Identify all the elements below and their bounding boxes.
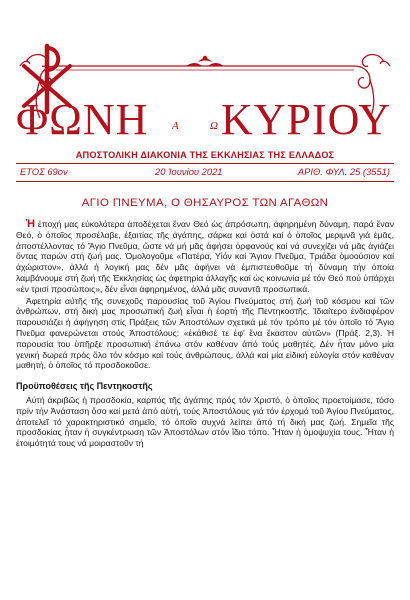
alpha-letter: Α xyxy=(172,120,179,132)
dropcap: Ἡ xyxy=(26,218,36,230)
masthead-subtitle: ΑΠΟΣΤΟΛΙΚΗ ΔΙΑΚΟΝΙΑ ΤΗΣ ΕΚΚΛΗΣΙΑΣ ΤΗΣ ΕΛΛΑΔΟΣ xyxy=(75,150,335,160)
issue-date: 20 Ἰουνίου 2021 xyxy=(155,166,223,177)
section-heading: Προϋποθέσεις τῆς Πεντηκοστῆς xyxy=(16,381,153,392)
article-body xyxy=(16,219,394,449)
issue-year: ΕΤΟΣ 69ον xyxy=(20,166,68,177)
article-paragraph-3: Αὐτή ἀκριβῶς ἡ προσδοκία, καρπός τῆς ἀγάπης πρός τόν Χριστό, ὁ ὁποῖος προετοίμασε, τόσο πρίν τήν Ἀνάσταση ὅσο καί μετά ἀπό αὐτή, τούς Ἀποστόλους γιά τόν ἐρχομό τοῦ Ἁγίου Πνεύματος, ἀποτελεῖ τό χαρακτηριστικό σημεῖο, τό ὁποῖο συχνά λείπει ἀπό τή δική μας ζωή. Σημεῖα τῆς προσδοκίας ἦταν ἡ συγκέντρωση τῶν Ἀποστόλων στόν ἴδιο τόπο. Ἦταν ἡ ὁμοψυχία τους. Ἦταν ἡ ἑτοιμότητά τους νά μοιραστοῦν τή xyxy=(16,394,394,449)
issue-info-bar xyxy=(16,163,394,182)
issue-number: ΑΡΙΘ. ΦΥΛ. 25 (3551) xyxy=(297,166,390,177)
paragraph-1-text: ἐποχή μας εὐκολότερα ἀποδέχεται ἕναν Θεό ὡς ἀπρόσωπη, ἀφηρημένη δύναμη, παρά ἕναν Θεό, ὁ ὁποῖος προσέλαβε, ἐξαιτίας τῆς ἀγάπης, σάρκα καί ὀστά καί ὁ ὁποῖος μεριμνᾶ γιά ἐμᾶς, ἀποστέλλοντας τό Ἅγιο Πνεῦμα, ὥστε νά μή μᾶς ἀφήσει ὀρφανούς καί νά συνεχίζει νά μᾶς ἁγιάζει ὄντας παρών στή ζωή μας. Ὁμολογοῦμε «Πατέρα, Υἱόν καί Ἅγιον Πνεῦμα, Τριάδα ὁμοούσιον καί ἀχώριστον», ἀλλά ἡ λογική μας δέν μᾶς ἀφήνει νά ἐμπιστευθοῦμε τή δύναμη τήν ὁποία λαμβάνουμε στή ζωή τῆς Ἐκκλησίας ὡς ἀφετηρία ἀλλαγῆς καί ὡς κοινωνία μέ τόν Θεό πού ὑπάρχει «ἐν τρισί προσώποις», δέν εἶναι ἀφηρημένος, ἀλλά μᾶς συναντᾶ προσωπικά. xyxy=(16,219,394,294)
masthead xyxy=(16,40,394,168)
masthead-title-left: ΦΩΝΗ xyxy=(16,95,149,144)
article-paragraph-2: Ἀφετηρία αὐτῆς τῆς συνεχοῦς παρουσίας τοῦ Ἁγίου Πνεύματος στή ζωή τοῦ κόσμου καί τῶν ἀνθρώπων, στή δική μας προσωπική ζωή εἶναι ἡ ἑορτή τῆς Πεντηκοστῆς. Ἰδιαίτερο ἐνδιαφέρον παρουσιάζει ἡ ἀφήγηση στίς Πράξεις τῶν Ἀποστόλων σχετικά μέ τόν τρόπο μέ τόν ὁποῖο τό Ἅγιο Πνεῦμα φανερώνεται στούς Ἀποστόλους: «ἐκάθισέ τε ἐφ' ἕνα ἕκαστον αὐτῶν» (Πράξ. 2,3). Ἡ παρουσία του ὑπῆρξε προσωπική ἐπάνω στόν καθέναν ἀπό τούς μαθητές. Δέν ἦταν μόνο μία γενική δωρεά πρός ὅλο τόν κόσμο καί τούς ἀνθρώπους, ἀλλά καί μία εἰδική εὐλογία στόν καθέναν μαθητή, ὁ ὁποῖος τό προσδοκοῦσε. xyxy=(16,295,394,371)
chi-rho-icon xyxy=(16,40,78,116)
omega-letter: Ω xyxy=(210,120,218,132)
masthead-title-right: ΚΥΡΙΟΥ xyxy=(221,95,392,144)
article-paragraph-1 xyxy=(16,219,394,295)
article-headline: ΑΓΙΟ ΠΝΕΥΜΑ, Ο ΘΗΣΑΥΡΟΣ ΤΩΝ ΑΓΑΘΩΝ xyxy=(81,197,329,209)
